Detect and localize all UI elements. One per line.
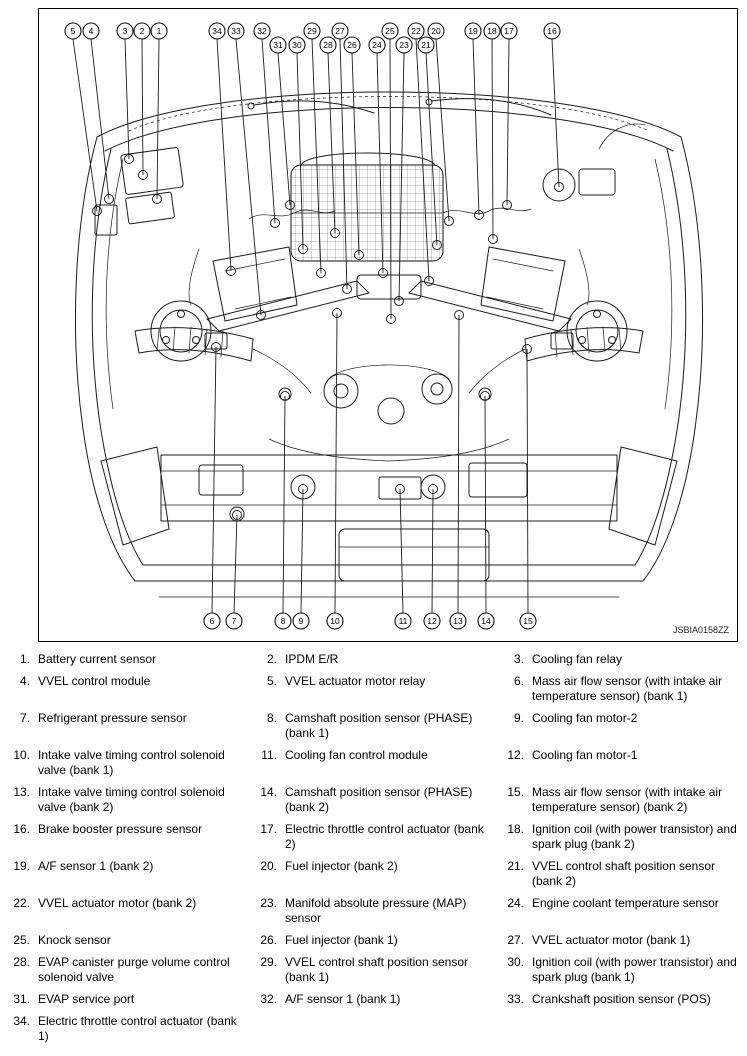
figure-code: JSBIA0158ZZ bbox=[672, 625, 729, 635]
leader-line-6 bbox=[212, 347, 216, 613]
right-fender bbox=[609, 137, 703, 581]
callout-number-1: 1 bbox=[156, 26, 162, 36]
callout-number-23: 23 bbox=[399, 40, 409, 50]
legend-item-number: 20. bbox=[260, 859, 277, 873]
legend-item-4 bbox=[6, 674, 253, 704]
legend-item-text: VVEL control shaft position sensor (bank 2) bbox=[532, 859, 715, 888]
legend-item-16 bbox=[6, 822, 253, 852]
legend-item-18 bbox=[500, 822, 743, 852]
legend-item-number: 23. bbox=[260, 896, 277, 910]
legend-item-text: Mass air flow sensor (with intake air temperature sensor) (bank 2) bbox=[532, 785, 723, 814]
legend-item-text: Electric throttle control actuator (bank 2) bbox=[285, 822, 484, 851]
legend-item-21 bbox=[500, 859, 743, 889]
legend-item-number: 19. bbox=[13, 859, 30, 873]
callout-number-2: 2 bbox=[139, 26, 145, 36]
legend-item-text: Cooling fan motor-2 bbox=[532, 711, 638, 725]
legend-item-text: A/F sensor 1 (bank 1) bbox=[285, 992, 401, 1006]
target-marker-31 bbox=[286, 201, 295, 210]
target-marker-19 bbox=[475, 211, 484, 220]
legend-item-19 bbox=[6, 859, 253, 889]
legend-item-number: 2. bbox=[266, 652, 277, 666]
legend-item-number: 21. bbox=[507, 859, 524, 873]
legend-item-number: 25. bbox=[13, 933, 30, 947]
target-marker-22 bbox=[425, 277, 434, 286]
legend-item-number: 34. bbox=[13, 1014, 30, 1028]
legend-item-34 bbox=[6, 1014, 253, 1044]
legend-item-24 bbox=[500, 896, 743, 926]
target-marker-15 bbox=[523, 345, 532, 354]
legend-item-number: 27. bbox=[507, 933, 524, 947]
radiator-support bbox=[161, 455, 617, 521]
target-marker-14 bbox=[481, 392, 490, 401]
callout-number-8: 8 bbox=[280, 616, 286, 626]
callout-number-18: 18 bbox=[487, 26, 497, 36]
legend-item-text: Knock sensor bbox=[38, 933, 111, 947]
lower-center-duct bbox=[339, 529, 489, 581]
target-marker-6 bbox=[212, 343, 221, 352]
callout-number-10: 10 bbox=[330, 616, 340, 626]
leader-line-34 bbox=[217, 39, 231, 271]
leader-line-2 bbox=[142, 39, 143, 175]
legend-item-text: EVAP canister purge volume control solenoid valve bbox=[38, 955, 230, 984]
leader-line-4 bbox=[91, 39, 109, 199]
legend-item-number: 9. bbox=[513, 711, 524, 725]
target-marker-11 bbox=[396, 485, 405, 494]
target-marker-18 bbox=[489, 235, 498, 244]
target-marker-12 bbox=[429, 485, 438, 494]
legend-item-23 bbox=[253, 896, 500, 926]
callout-number-32: 32 bbox=[257, 26, 267, 36]
callout-number-28: 28 bbox=[323, 40, 333, 50]
target-marker-25 bbox=[387, 315, 396, 324]
target-marker-23 bbox=[395, 297, 404, 306]
legend-item-13 bbox=[6, 785, 253, 815]
legend-item-number: 26. bbox=[260, 933, 277, 947]
leader-line-32 bbox=[262, 39, 275, 223]
legend-item-9 bbox=[500, 711, 743, 741]
legend-item-8 bbox=[253, 711, 500, 741]
engine-bay-diagram bbox=[39, 9, 737, 641]
target-marker-24 bbox=[379, 269, 388, 278]
intake-manifold bbox=[291, 153, 443, 261]
legend-item-27 bbox=[500, 933, 743, 948]
callout-number-33: 33 bbox=[231, 26, 241, 36]
legend-item-text: Engine coolant temperature sensor bbox=[532, 896, 719, 910]
legend-item-number: 7. bbox=[19, 711, 30, 725]
leader-line-8 bbox=[283, 396, 285, 613]
target-marker-16 bbox=[555, 183, 564, 192]
legend-item-32 bbox=[253, 992, 500, 1007]
legend-item-text: VVEL actuator motor relay bbox=[285, 674, 426, 688]
legend-item-number: 8. bbox=[266, 711, 277, 725]
legend-item-28 bbox=[6, 955, 253, 985]
legend-item-number: 11. bbox=[261, 748, 277, 762]
callout-number-27: 27 bbox=[335, 26, 345, 36]
legend-item-text: Fuel injector (bank 2) bbox=[285, 859, 398, 873]
target-marker-27 bbox=[343, 285, 352, 294]
callout-number-15: 15 bbox=[523, 616, 533, 626]
legend-item-number: 22. bbox=[13, 896, 30, 910]
callout-number-20: 20 bbox=[431, 26, 441, 36]
legend-item-number: 3. bbox=[513, 652, 524, 666]
legend-item-number: 32. bbox=[260, 992, 277, 1006]
legend-item-number: 18. bbox=[507, 822, 524, 836]
legend-item-text: Camshaft position sensor (PHASE) (bank 2) bbox=[285, 785, 473, 814]
legend-item-number: 15. bbox=[507, 785, 524, 799]
legend-item-text: Battery current sensor bbox=[38, 652, 157, 666]
legend-item-number: 30. bbox=[507, 955, 524, 969]
legend-item-text: Crankshaft position sensor (POS) bbox=[532, 992, 711, 1006]
callout-number-25: 25 bbox=[385, 26, 395, 36]
legend-item-text: Brake booster pressure sensor bbox=[38, 822, 203, 836]
engine-diagram-frame bbox=[38, 8, 738, 642]
callout-number-31: 31 bbox=[273, 40, 283, 50]
callout-number-19: 19 bbox=[468, 26, 478, 36]
leader-line-1 bbox=[157, 39, 159, 199]
leader-line-15 bbox=[527, 349, 528, 613]
target-marker-26 bbox=[355, 251, 364, 260]
legend-item-text: EVAP service port bbox=[38, 992, 135, 1006]
legend-item-text: VVEL actuator motor (bank 1) bbox=[532, 933, 691, 947]
legend-item-text: Cooling fan relay bbox=[532, 652, 623, 666]
leader-line-5 bbox=[73, 39, 97, 211]
legend-item-number: 10. bbox=[13, 748, 30, 762]
callout-number-7: 7 bbox=[231, 616, 237, 626]
legend-item-text: Manifold absolute pressure (MAP) sensor bbox=[285, 896, 467, 925]
callout-number-17: 17 bbox=[504, 26, 514, 36]
target-marker-30 bbox=[299, 245, 308, 254]
legend-item-20 bbox=[253, 859, 500, 889]
legend-item-15 bbox=[500, 785, 743, 815]
legend-item-text: Ignition coil (with power transistor) and spark plug (bank 1) bbox=[532, 955, 737, 984]
legend-item-3 bbox=[500, 652, 743, 667]
target-marker-3 bbox=[125, 155, 134, 164]
legend-item-31 bbox=[6, 992, 253, 1007]
cowl-windshield bbox=[97, 92, 681, 151]
legend-item-text: Cooling fan motor-1 bbox=[532, 748, 638, 762]
target-marker-20 bbox=[445, 217, 454, 226]
legend-item-29 bbox=[253, 955, 500, 985]
engine-art bbox=[75, 92, 702, 597]
legend-item-number: 28. bbox=[13, 955, 30, 969]
legend-item-text: Ignition coil (with power transistor) and spark plug (bank 2) bbox=[532, 822, 737, 851]
legend-item-10 bbox=[6, 748, 253, 778]
target-marker-9 bbox=[299, 485, 308, 494]
legend-item-12 bbox=[500, 748, 743, 778]
leader-line-10 bbox=[335, 313, 337, 613]
target-marker-33 bbox=[257, 311, 266, 320]
legend bbox=[6, 652, 743, 1044]
legend-item-number: 5. bbox=[266, 674, 277, 688]
target-marker-8 bbox=[281, 392, 290, 401]
legend-item-25 bbox=[6, 933, 253, 948]
legend-item-number: 31. bbox=[13, 992, 30, 1006]
target-marker-28 bbox=[331, 229, 340, 238]
callout-number-14: 14 bbox=[481, 616, 491, 626]
target-marker-34 bbox=[227, 267, 236, 276]
legend-item-number: 6. bbox=[513, 674, 524, 688]
legend-item-1 bbox=[6, 652, 253, 667]
leader-line-9 bbox=[301, 489, 303, 613]
legend-item-30 bbox=[500, 955, 743, 985]
legend-item-number: 16. bbox=[13, 822, 30, 836]
leader-line-25 bbox=[390, 39, 391, 319]
legend-item-text: VVEL actuator motor (bank 2) bbox=[38, 896, 197, 910]
legend-item-number: 24. bbox=[507, 896, 524, 910]
left-fender bbox=[75, 137, 169, 581]
target-marker-29 bbox=[317, 269, 326, 278]
callout-number-12: 12 bbox=[427, 616, 437, 626]
callout-number-21: 21 bbox=[421, 40, 431, 50]
legend-item-2 bbox=[253, 652, 500, 667]
legend-item-number: 4. bbox=[19, 674, 30, 688]
leader-line-13 bbox=[458, 315, 459, 613]
callout-number-5: 5 bbox=[70, 26, 76, 36]
leader-line-17 bbox=[507, 39, 509, 205]
legend-item-22 bbox=[6, 896, 253, 926]
legend-item-number: 17. bbox=[260, 822, 277, 836]
legend-item-number: 1. bbox=[19, 652, 30, 666]
callout-number-29: 29 bbox=[307, 26, 317, 36]
legend-item-11 bbox=[253, 748, 500, 778]
legend-item-number: 12. bbox=[507, 748, 524, 762]
target-marker-32 bbox=[271, 219, 280, 228]
leader-line-31 bbox=[278, 53, 290, 205]
leader-line-19 bbox=[473, 39, 479, 215]
leader-line-12 bbox=[432, 489, 433, 613]
callout-number-26: 26 bbox=[347, 40, 357, 50]
callout-number-13: 13 bbox=[453, 616, 463, 626]
legend-item-5 bbox=[253, 674, 500, 704]
legend-item-text: IPDM E/R bbox=[285, 652, 339, 666]
callout-number-16: 16 bbox=[547, 26, 557, 36]
legend-item-text: Intake valve timing control solenoid valve (bank 2) bbox=[38, 785, 225, 814]
legend-item-7 bbox=[6, 711, 253, 741]
legend-item-17 bbox=[253, 822, 500, 852]
target-marker-13 bbox=[455, 311, 464, 320]
legend-item-text: Cooling fan control module bbox=[285, 748, 428, 762]
legend-item-14 bbox=[253, 785, 500, 815]
legend-item-text: Camshaft position sensor (PHASE) (bank 1) bbox=[285, 711, 473, 740]
callout-number-24: 24 bbox=[372, 40, 382, 50]
target-marker-17 bbox=[503, 201, 512, 210]
legend-item-text: Mass air flow sensor (with intake air temperature sensor) (bank 1) bbox=[532, 674, 723, 703]
target-marker-2 bbox=[139, 171, 148, 180]
legend-item-text: Refrigerant pressure sensor bbox=[38, 711, 187, 725]
legend-item-number: 13. bbox=[13, 785, 30, 799]
leader-line-16 bbox=[552, 39, 559, 187]
target-marker-21 bbox=[433, 241, 442, 250]
target-marker-7 bbox=[233, 511, 242, 520]
legend-item-text: Intake valve timing control solenoid valve (bank 1) bbox=[38, 748, 225, 777]
legend-item-33 bbox=[500, 992, 743, 1007]
legend-item-text: VVEL control shaft position sensor (bank 1) bbox=[285, 955, 468, 984]
callout-number-30: 30 bbox=[292, 40, 302, 50]
callout-number-3: 3 bbox=[122, 26, 128, 36]
leader-line-18 bbox=[492, 39, 493, 239]
leader-line-11 bbox=[400, 489, 403, 613]
legend-item-number: 29. bbox=[260, 955, 277, 969]
target-marker-4 bbox=[105, 195, 114, 204]
legend-item-text: A/F sensor 1 (bank 2) bbox=[38, 859, 154, 873]
legend-item-text: Electric throttle control actuator (bank 1) bbox=[38, 1014, 237, 1043]
callout-number-6: 6 bbox=[209, 616, 215, 626]
target-marker-10 bbox=[333, 309, 342, 318]
callout-number-11: 11 bbox=[398, 616, 408, 626]
callout-number-9: 9 bbox=[298, 616, 304, 626]
legend-item-6 bbox=[500, 674, 743, 704]
target-marker-5 bbox=[93, 207, 102, 216]
target-marker-1 bbox=[153, 195, 162, 204]
legend-item-number: 14. bbox=[260, 785, 277, 799]
engine-front-pulleys bbox=[269, 365, 509, 461]
callout-number-4: 4 bbox=[88, 26, 94, 36]
callout-number-34: 34 bbox=[212, 26, 222, 36]
legend-item-text: Fuel injector (bank 1) bbox=[285, 933, 398, 947]
callout-number-22: 22 bbox=[411, 26, 421, 36]
leader-line-33 bbox=[236, 39, 261, 315]
legend-item-number: 33. bbox=[507, 992, 524, 1006]
legend-item-26 bbox=[253, 933, 500, 948]
leader-line-7 bbox=[234, 515, 237, 613]
legend-item-text: VVEL control module bbox=[38, 674, 151, 688]
